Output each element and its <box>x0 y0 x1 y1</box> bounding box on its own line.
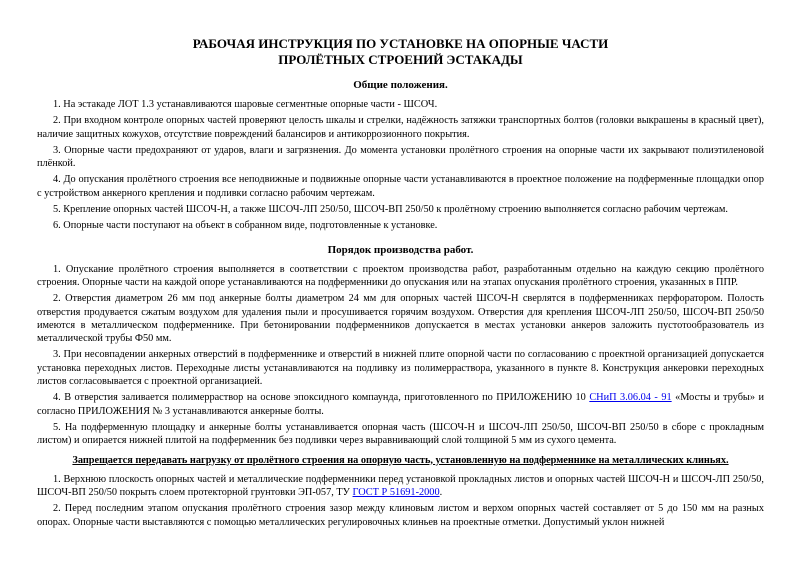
document-title <box>37 36 764 68</box>
paragraph <box>37 391 764 418</box>
paragraph-text: . <box>439 487 443 499</box>
paragraph: 1. Опускание пролётного строения выполняется в соответствии с проектом производства работ, разработанным отдельно на каждую секцию пролётного строения. Опорные части на каждой опоре устанавливаются на подферменники до опускания или на этапах опускания пролётного строения, указанных в ППР. <box>37 263 764 288</box>
warning-notice: Запрещается передавать нагрузку от пролётного строения на опорную часть, установленную на подферменнике на металлических клиньях. <box>72 454 729 466</box>
paragraph: 2. Отверстия диаметром 26 мм под анкерные болты диаметром 24 мм для опорных частей ШСОЧ-Н сверлятся в подферменниках перфоратором. Полость отверстия продувается сжатым воздухом для удаления пыли и просушивается горячим воздухом. Отверстия для крепления ШСОЧ-ЛП 250/50, ШСОЧ-ВП 250/50 имеются в металлическом подферменнике. При бетонировании подферменников допускается в местах установки анкеров заложить пустотообразователь из металлической трубы Ф50 мм. <box>37 293 764 345</box>
paragraph: 2. При входном контроле опорных частей проверяют целость шкалы и стрелки, надёжность затяжки транспортных болтов (головки выкрашены в красный цвет), наличие защитных кожухов, отсутствие повреждений балансиров и антикоррозионного покрытия. <box>37 115 764 140</box>
paragraph: 5. Крепление опорных частей ШСОЧ-Н, а также ШСОЧ-ЛП 250/50, ШСОЧ-ВП 250/50 к пролётному строению выполняется согласно рабочим чертежам. <box>53 204 728 216</box>
paragraph-text: 4. В отверстия заливается полимерраствор на основе эпоксидного компаунда, приготовленного по ПРИЛОЖЕНИЮ 10 <box>53 392 590 404</box>
title-line-2: ПРОЛЁТНЫХ СТРОЕНИЙ ЭСТАКАДЫ <box>278 52 523 67</box>
paragraph-text: 1. Верхнюю плоскость опорных частей и металлические подферменники перед установкой прокладных листов и опорных частей ШСОЧ-Н и ШСОЧ-ЛП 250/50, ШСОЧ-ВП 250/50 покрыть слоем протекторной грунтовки ЭП-057, ТУ <box>37 473 764 499</box>
paragraph: 2. Перед последним этапом опускания пролётного строения зазор между клиновым листом и верхом опорных частей составляет от 5 до 150 мм на разных опорах. Опорные части выставляются с помощью металлических регулировочных клиньев на проектные отметки. Допустимый уклон нижней <box>37 503 764 528</box>
paragraph: 4. До опускания пролётного строения все неподвижные и подвижные опорные части устанавливаются в проектное положение на подферменные площадки опор с устройством анкерного крепления и подливки согласно рабочим чертежам. <box>37 174 764 199</box>
paragraph: 6. Опорные части поступают на объект в собранном виде, подготовленные к установке. <box>53 220 438 232</box>
title-line-1: РАБОЧАЯ ИНСТРУКЦИЯ ПО УСТАНОВКЕ НА ОПОРНЫЕ ЧАСТИ <box>192 36 609 51</box>
paragraph: 5. На подферменную площадку и анкерные болты устанавливается опорная часть (ШСОЧ-Н и ШСОЧ-ЛП 250/50, ШСОЧ-ВП 250/50 в сборе с прокладным листом) и опирается нижней плитой на подферменник без подливки через выравнивающий слой толщиной 5 мм из сухого цемента. <box>37 421 764 447</box>
paragraph: 3. Опорные части предохраняют от ударов, влаги и загрязнения. До момента установки пролётного строения на опорные части их закрывают полиэтиленовой плёнкой. <box>37 144 764 170</box>
gost-link[interactable]: ГОСТ Р 51691-2000 <box>352 487 440 499</box>
section-heading-general: Общие положения. <box>353 79 448 91</box>
paragraph <box>37 473 764 500</box>
paragraph-text: «Мосты и трубы» и согласно ПРИЛОЖЕНИЯ № 3 устанавливаются анкерные болты. <box>37 392 764 417</box>
snip-link[interactable]: СНиП 3.06.04 - 91 <box>589 392 672 404</box>
document-page <box>37 28 764 532</box>
section-heading-procedure: Порядок производства работ. <box>327 243 474 256</box>
paragraph: 1. На эстакаде ЛОТ 1.3 устанавливаются шаровые сегментные опорные части - ШСОЧ. <box>53 99 438 110</box>
paragraph: 3. При несовпадении анкерных отверстий в подферменнике и отверстий в нижней плите опорной части по согласованию с проектной организацией допускается установка переходных листов. Переходные листы устанавливаются на подливку из полимерраствора, указанного в пункте 8. Конструкция анкеровки переходных листов согласовывается с проектной организацией. <box>37 349 764 388</box>
